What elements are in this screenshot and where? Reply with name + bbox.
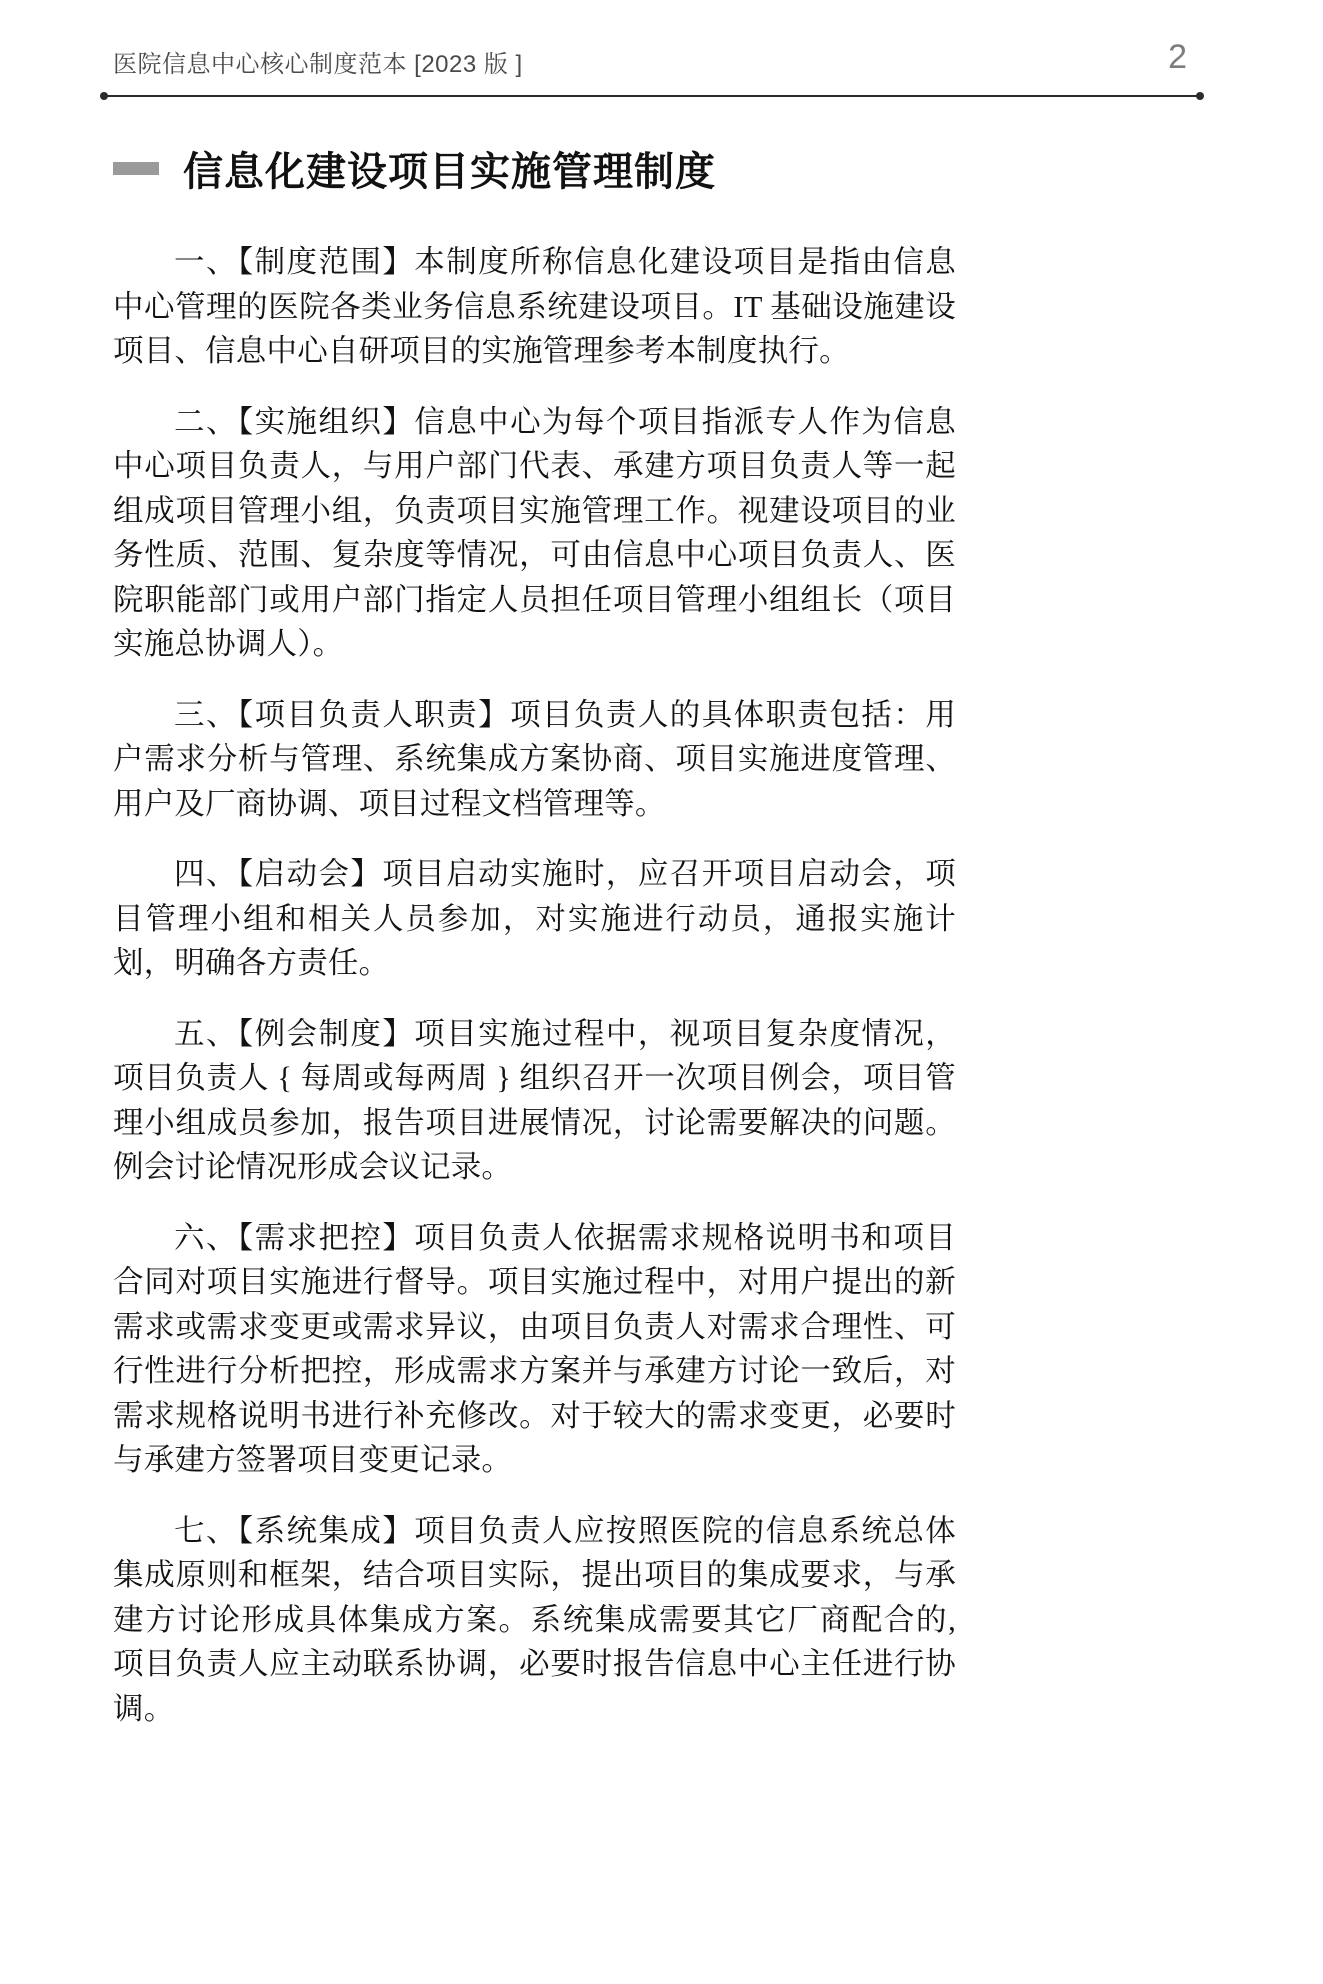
section-title-text: 信息化建设项目实施管理制度 [183, 150, 716, 194]
section-heading [113, 140, 716, 197]
divider-dot-right [1196, 92, 1204, 100]
running-header [0, 38, 1323, 90]
document-body [113, 240, 956, 1731]
paragraph-6: 六、【需求把控】项目负责人依据需求规格说明书和项目合同对项目实施进行督导。项目实施过程中，对用户提出的新需求或需求变更或需求异议，由项目负责人对需求合理性、可行性进行分析把控，形成需求方案并与承建方讨论一致后，对需求规格说明书进行补充修改。对于较大的需求变更，必要时与承建方签署项目变更记录。 [113, 1220, 956, 1477]
page-number: 2 [1168, 38, 1187, 76]
paragraph-3: 三、【项目负责人职责】项目负责人的具体职责包括：用户需求分析与管理、系统集成方案协商、项目实施进度管理、用户及厂商协调、项目过程文档管理等。 [113, 697, 956, 821]
paragraph-4: 四、【启动会】项目启动实施时，应召开项目启动会，项目管理小组和相关人员参加，对实施进行动员，通报实施计划，明确各方责任。 [113, 857, 956, 980]
paragraph-7: 七、【系统集成】项目负责人应按照医院的信息系统总体集成原则和框架，结合项目实际，提出项目的集成要求，与承建方讨论形成具体集成方案。系统集成需要其它厂商配合的, 项目负责人应主动联系协调，必要时报告信息中心主任进行协调。 [113, 1513, 956, 1726]
header-document-title: 医院信息中心核心制度范本 [2023 版 ] [113, 51, 523, 78]
header-divider [100, 92, 1204, 100]
heading-marker-icon [113, 162, 159, 175]
paragraph-2: 二、【实施组织】信息中心为每个项目指派专人作为信息中心项目负责人，与用户部门代表、承建方项目负责人等一起组成项目管理小组，负责项目实施管理工作。视建设项目的业务性质、范围、复杂度等情况，可由信息中心项目负责人、医院职能部门或用户部门指定人员担任项目管理小组组长（项目实施总协调人）。 [113, 404, 956, 661]
paragraph-1: 一、【制度范围】本制度所称信息化建设项目是指由信息中心管理的医院各类业务信息系统建设项目。IT 基础设施建设项目、信息中心自研项目的实施管理参考本制度执行。 [113, 245, 956, 368]
paragraph-5: 五、【例会制度】项目实施过程中，视项目复杂度情况，项目负责人 { 每周或每两周 } 组织召开一次项目例会，项目管理小组成员参加，报告项目进展情况，讨论需要解决的问题。例会讨论情况形成会议记录。 [113, 1016, 956, 1184]
divider-line [105, 95, 1199, 97]
